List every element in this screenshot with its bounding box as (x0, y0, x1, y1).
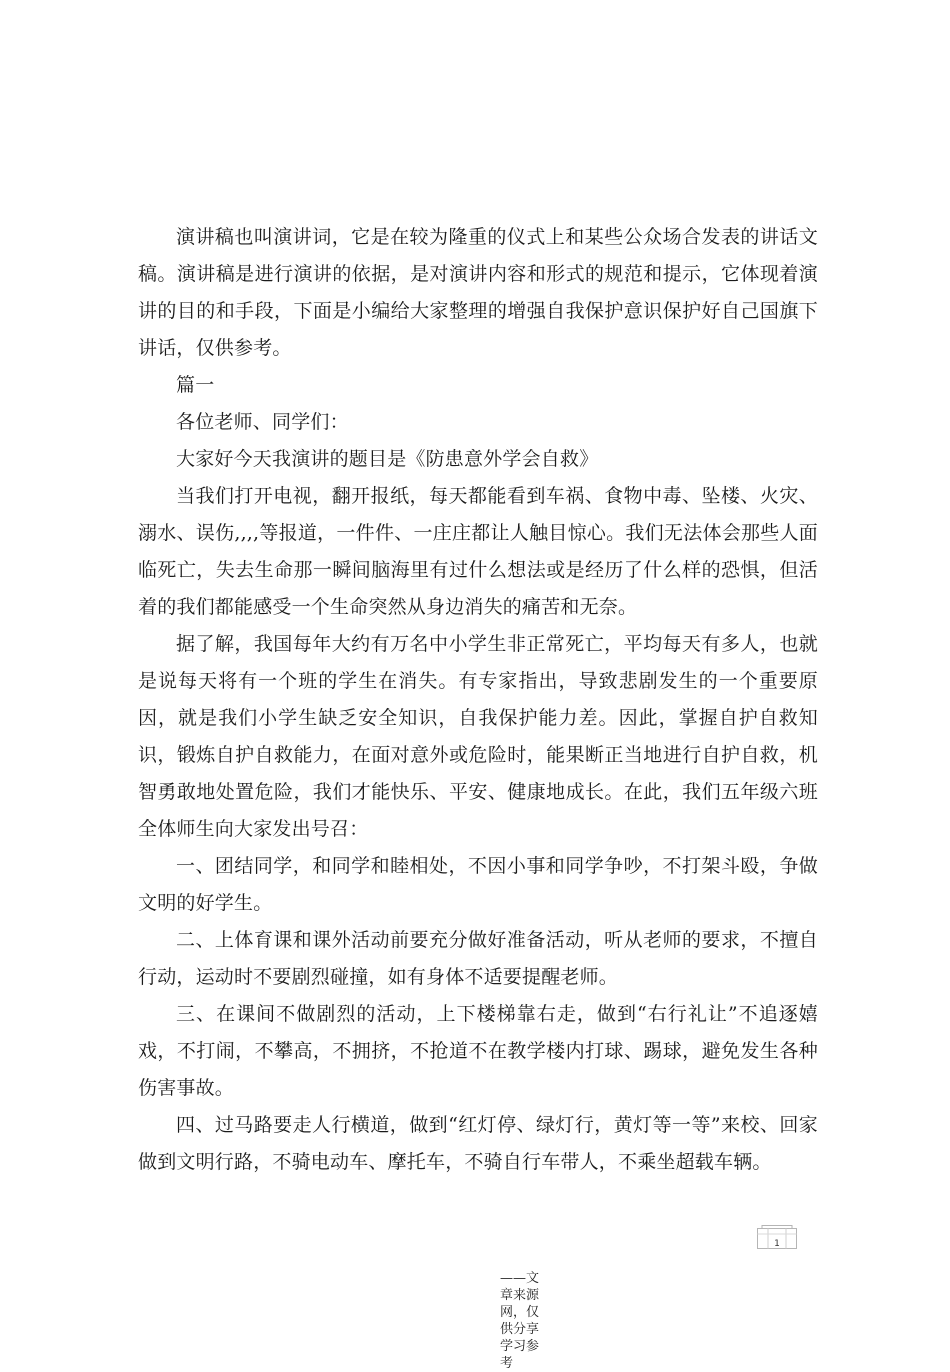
body-paragraph: 当我们打开电视，翻开报纸，每天都能看到车祸、食物中毒、坠楼、火灾、溺水、误伤,,,,等报道，一件件、一庄庄都让人触目惊心。我们无法体会那些人面临死亡，失去生命那一瞬间脑海里有过什么想法或是经历了什么样的恐惧，但活着的我们都能感受一个生命突然从身边消失的痛苦和无奈。 (138, 485, 818, 618)
document-body (138, 219, 818, 1181)
list-item-2: 二、上体育课和课外活动前要充分做好准备活动，听从老师的要求，不擅自行动，运动时不要剧烈碰撞，如有身体不适要提醒老师。 (138, 929, 818, 988)
list-item-3: 三、在课间不做剧烈的活动，上下楼梯靠右走，做到“右行礼让”不追逐嬉戏，不打闹，不攀高，不拥挤，不抢道不在教学楼内打球、踢球，避免发生各种伤害事故。 (138, 1003, 818, 1099)
footer-source-note: ——文章来源网，仅供分享学习参考 (500, 1271, 540, 1371)
list-item-1: 一、团结同学，和同学和睦相处，不因小事和同学争吵，不打架斗殴，争做文明的好学生。 (138, 855, 818, 914)
salutation: 各位老师、同学们： (176, 411, 349, 433)
speech-title-line: 大家好今天我演讲的题目是《防患意外学会自救》 (176, 448, 599, 470)
section-heading: 篇一 (176, 374, 215, 396)
list-item-4: 四、过马路要走人行横道，做到“红灯停、绿灯行，黄灯等一等”来校、回家做到文明行路，不骑电动车、摩托车，不骑自行车带人，不乘坐超载车辆。 (138, 1114, 818, 1173)
body-paragraph: 据了解，我国每年大约有万名中小学生非正常死亡，平均每天有多人，也就是说每天将有一个班的学生在消失。有专家指出，导致悲剧发生的一个重要原因，就是我们小学生缺乏安全知识，自我保护能力差。因此，掌握自护自救知识，锻炼自护自救能力，在面对意外或危险时，能果断正当地进行自护自救，机智勇敢地处置危险，我们才能快乐、平安、健康地成长。在此，我们五年级六班全体师生向大家发出号召： (138, 633, 818, 840)
intro-paragraph: 演讲稿也叫演讲词，它是在较为隆重的仪式上和某些公众场合发表的讲话文稿。演讲稿是进行演讲的依据，是对演讲内容和形式的规范和提示，它体现着演讲的目的和手段，下面是小编给大家整理的增强自我保护意识保护好自己国旗下讲话，仅供参考。 (138, 226, 818, 359)
page-number-badge (756, 1222, 798, 1250)
page-number: 1 (774, 1239, 780, 1249)
